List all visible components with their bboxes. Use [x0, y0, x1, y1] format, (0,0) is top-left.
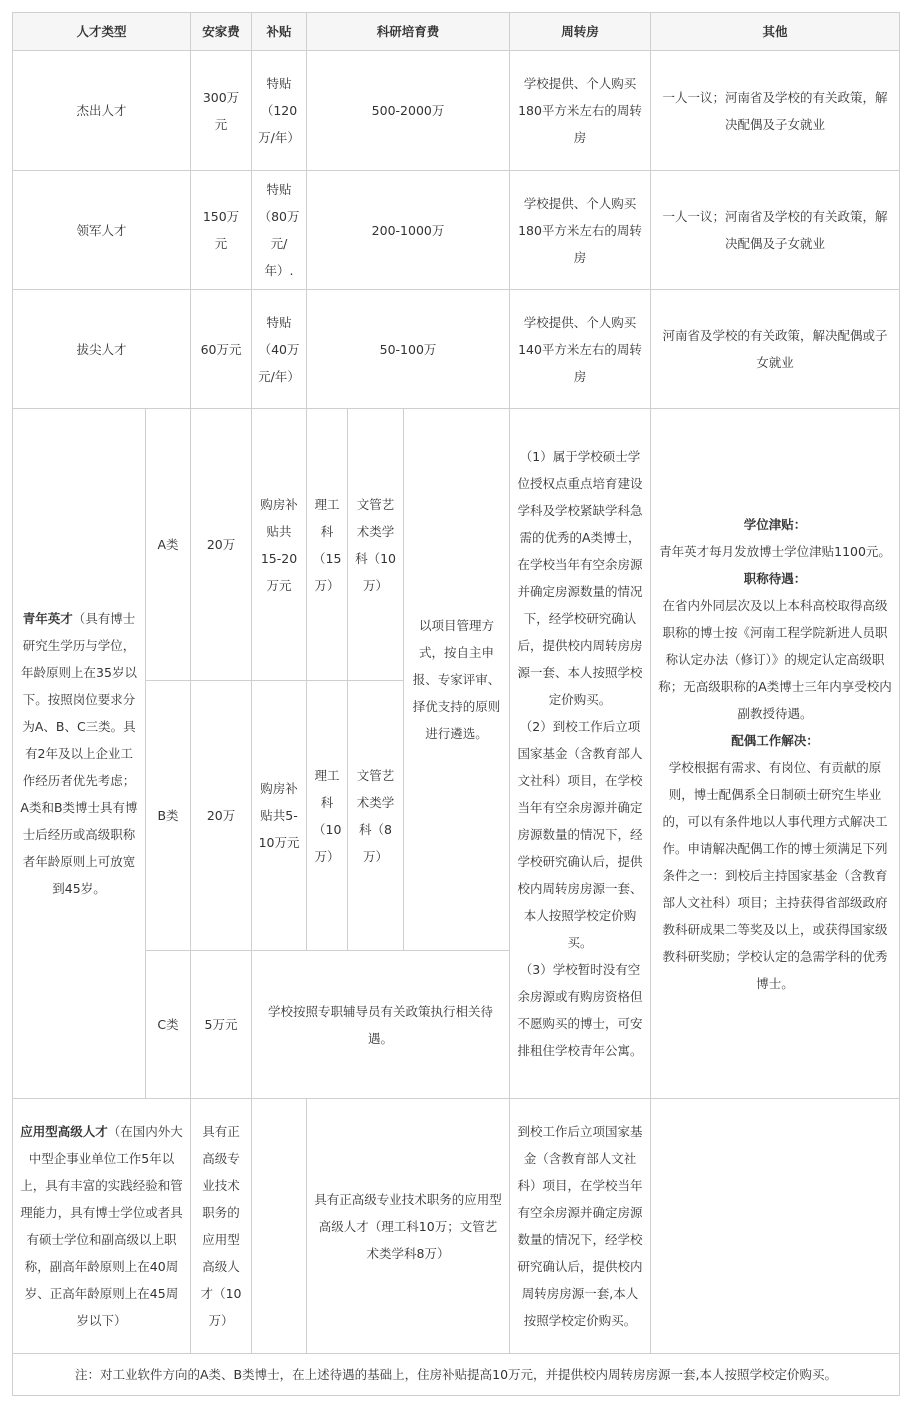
talent-type-topnotch: 拔尖人才: [13, 290, 191, 409]
housing-young-item-1: （1）属于学校硕士学位授权点重点培育建设学科及学校紧缺学科急需的优秀的A类博士，在学校当年有空余房源并确定房源数量的情况下，经学校研究确认后，提供校内周转房房源一套、本人按照学校定价购买。: [517, 449, 643, 707]
talent-type-young: [13, 409, 146, 1099]
table-row-applied: [13, 1099, 900, 1354]
applied-talent-description: （在国内外大中型企事业单位工作5年以上，具有丰富的实践经验和管理能力，具有博士学位或者具有硕士学位和副高级以上职称，副高年龄原则上在40周岁、正高年龄原则上在45周岁以下）: [20, 1124, 183, 1328]
young-class-b-label: B类: [146, 681, 191, 951]
settle-fee-applied: 具有正高级专业技术职务的应用型高级人才（10万）: [191, 1099, 252, 1354]
subsidy-outstanding: 特贴（120万/年）: [252, 51, 307, 171]
housing-applied: 到校工作后立项国家基金（含教育部人文社科）项目，在学校当年有空余房源并确定房源数量的情况下，经学校研究确认后，提供校内周转房房源一套,本人按照学校定价购买。: [510, 1099, 651, 1354]
spouse-job-text: 学校根据有需求、有岗位、有贡献的原则，博士配偶系全日制硕士研究生毕业的，可以有条件地以人事代理方式解决工作。申请解决配偶工作的博士须满足下列条件之一：到校后主持国家基金（含教育部人文社科）项目；主持获得省部级政府教科研成果二等奖及以上，或获得国家级教科研奖励；学校认定的急需学科的优秀博士。: [662, 759, 888, 991]
research-sci-young-b: 理工科（10万）: [307, 681, 348, 951]
degree-allowance-text: 青年英才每月发放博士学位津贴1100元。: [659, 543, 891, 559]
settle-fee-outstanding: 300万元: [191, 51, 252, 171]
research-fee-topnotch: 50-100万: [307, 290, 510, 409]
header-talent-type: 人才类型: [13, 13, 191, 51]
young-class-c-label: C类: [146, 951, 191, 1099]
research-fee-applied: 具有正高级专业技术职务的应用型高级人才（理工科10万；文管艺术类学科8万）: [307, 1099, 510, 1354]
housing-outstanding: 学校提供、个人购买180平方米左右的周转房: [510, 51, 651, 171]
table-row-outstanding: [13, 51, 900, 171]
other-outstanding: 一人一议；河南省及学校的有关政策，解决配偶及子女就业: [651, 51, 900, 171]
subsidy-young-b: 购房补贴共5-10万元: [252, 681, 307, 951]
talent-policy-table: [12, 12, 900, 1396]
settle-fee-leading: 150万元: [191, 171, 252, 290]
header-row: [13, 13, 900, 51]
subsidy-young-a: 购房补贴共15-20万元: [252, 409, 307, 681]
table-row-leading: [13, 171, 900, 290]
housing-young-item-3: （3）学校暂时没有空余房源或有购房资格但不愿购买的博士，可安排租住学校青年公寓。: [517, 962, 643, 1058]
spouse-job-heading: 配偶工作解决：: [731, 732, 819, 748]
policy-table-wrapper: [12, 12, 900, 1396]
header-subsidy: 补贴: [252, 13, 307, 51]
housing-young-item-2: （2）到校工作后立项国家基金（含教育部人文社科）项目，在学校当年有空余房源并确定房源数量的情况下，经学校研究确认后，提供校内周转房房源一套、本人按照学校定价购买。: [517, 719, 643, 950]
other-applied: [651, 1099, 900, 1354]
research-fee-outstanding: 500-2000万: [307, 51, 510, 171]
settle-fee-young-a: 20万: [191, 409, 252, 681]
other-young: [651, 409, 900, 1099]
subsidy-leading: 特贴（80万元/年）.: [252, 171, 307, 290]
young-talent-title: 青年英才: [22, 611, 73, 626]
young-project-selection: 以项目管理方式，按自主申报、专家评审、择优支持的原则进行遴选。: [404, 409, 510, 951]
applied-talent-title: 应用型高级人才: [20, 1124, 108, 1139]
young-c-treatment: 学校按照专职辅导员有关政策执行相关待遇。: [252, 951, 510, 1099]
other-topnotch: 河南省及学校的有关政策，解决配偶或子女就业: [651, 290, 900, 409]
settle-fee-young-c: 5万元: [191, 951, 252, 1099]
header-research-fee: 科研培育费: [307, 13, 510, 51]
housing-young: [510, 409, 651, 1099]
note-row: [13, 1354, 900, 1396]
degree-allowance-heading: 学位津贴：: [743, 516, 807, 532]
housing-leading: 学校提供、个人购买180平方米左右的周转房: [510, 171, 651, 290]
housing-topnotch: 学校提供、个人购买140平方米左右的周转房: [510, 290, 651, 409]
research-arts-young-a: 文管艺术类学科（10万）: [348, 409, 404, 681]
research-arts-young-b: 文管艺术类学科（8万）: [348, 681, 404, 951]
research-sci-young-a: 理工科（15万）: [307, 409, 348, 681]
table-row-topnotch: [13, 290, 900, 409]
header-housing: 周转房: [510, 13, 651, 51]
subsidy-topnotch: 特贴（40万元/年）: [252, 290, 307, 409]
header-settle-fee: 安家费: [191, 13, 252, 51]
talent-type-outstanding: 杰出人才: [13, 51, 191, 171]
young-talent-description: （具有博士研究生学历与学位，年龄原则上在35岁以下。按照岗位要求分为A、B、C三类。具有2年及以上企业工作经历者优先考虑；A类和B类博士具有博士后经历或高级职称者年龄原则上可放宽到45岁。: [20, 611, 138, 896]
footnote: 注：对工业软件方向的A类、B类博士，在上述待遇的基础上，住房补贴提高10万元，并提供校内周转房房源一套,本人按照学校定价购买。: [13, 1354, 900, 1396]
header-other: 其他: [651, 13, 900, 51]
other-leading: 一人一议；河南省及学校的有关政策，解决配偶及子女就业: [651, 171, 900, 290]
talent-type-leading: 领军人才: [13, 171, 191, 290]
settle-fee-young-b: 20万: [191, 681, 252, 951]
young-class-a-label: A类: [146, 409, 191, 681]
research-fee-leading: 200-1000万: [307, 171, 510, 290]
title-treatment-text: 在省内外同层次及以上本科高校取得高级职称的博士按《河南工程学院新进人员职称认定办法（修订）》的规定认定高级职称；无高级职称的A类博士三年内享受校内副教授待遇。: [658, 597, 892, 721]
settle-fee-topnotch: 60万元: [191, 290, 252, 409]
title-treatment-heading: 职称待遇：: [743, 570, 807, 586]
subsidy-applied: [252, 1099, 307, 1354]
table-row-young-a: [13, 409, 900, 681]
talent-type-applied: [13, 1099, 191, 1354]
